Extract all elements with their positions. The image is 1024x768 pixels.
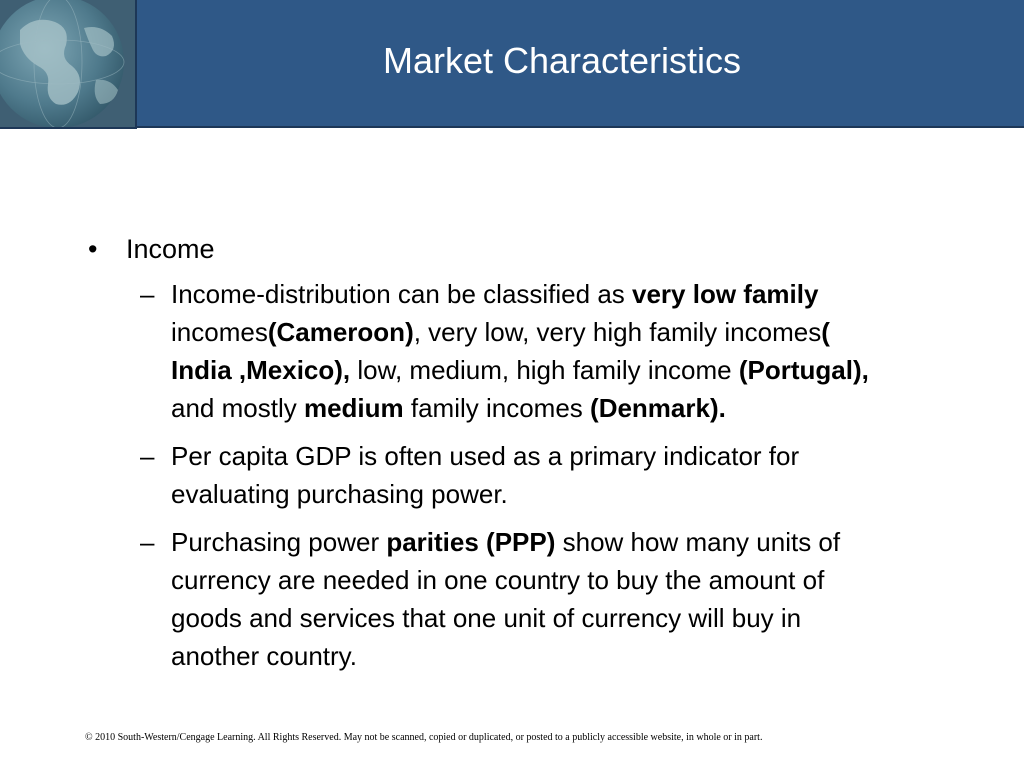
sub-bullet-gdp <box>88 437 871 513</box>
bullet-income-text: Income <box>126 234 215 264</box>
bold-run: medium <box>303 393 404 423</box>
text-run: Purchasing power <box>171 527 387 557</box>
text-run: Income-distribution can be classified as <box>171 279 633 309</box>
text-run: incomes <box>171 317 268 347</box>
globe-icon <box>0 0 137 129</box>
bold-run: (Denmark). <box>590 393 726 423</box>
globe-image <box>0 0 137 129</box>
bold-run: (Cameroon) <box>267 317 414 347</box>
bullet-income <box>88 228 948 270</box>
dash-symbol: – <box>140 441 155 471</box>
slide-content <box>88 228 948 675</box>
slide-header <box>0 0 1024 128</box>
copyright-footer: © 2010 South-Western/Cengage Learning. All Rights Reserved. May not be scanned, copied or duplicated, or posted to a publicly accessible website, in whole or in part. <box>85 732 763 743</box>
bullet-symbol: • <box>88 234 98 264</box>
text-run: show how many units of currency are needed in one country to buy the amount of goods and services that one unit of currency will buy in another country. <box>171 527 841 671</box>
sub-bullet-income-distribution <box>88 275 871 427</box>
slide-title: Market Characteristics <box>382 40 742 81</box>
text-run: , very low, very high family incomes <box>413 317 822 347</box>
text-run: low, medium, high family income <box>350 355 739 385</box>
text-run: and mostly <box>171 393 304 423</box>
bold-run: (Portugal), <box>738 355 869 385</box>
text-run: family incomes <box>403 393 591 423</box>
dash-symbol: – <box>140 527 155 557</box>
bold-run: very low family <box>632 279 819 309</box>
bold-run: ( India ,Mexico), <box>171 317 830 385</box>
dash-symbol: – <box>140 279 155 309</box>
sub-bullet-ppp <box>88 523 871 675</box>
sub-bullet-gdp-text: Per capita GDP is often used as a primary indicator for evaluating purchasing power. <box>171 441 800 509</box>
bold-run: parities (PPP) <box>386 527 556 557</box>
